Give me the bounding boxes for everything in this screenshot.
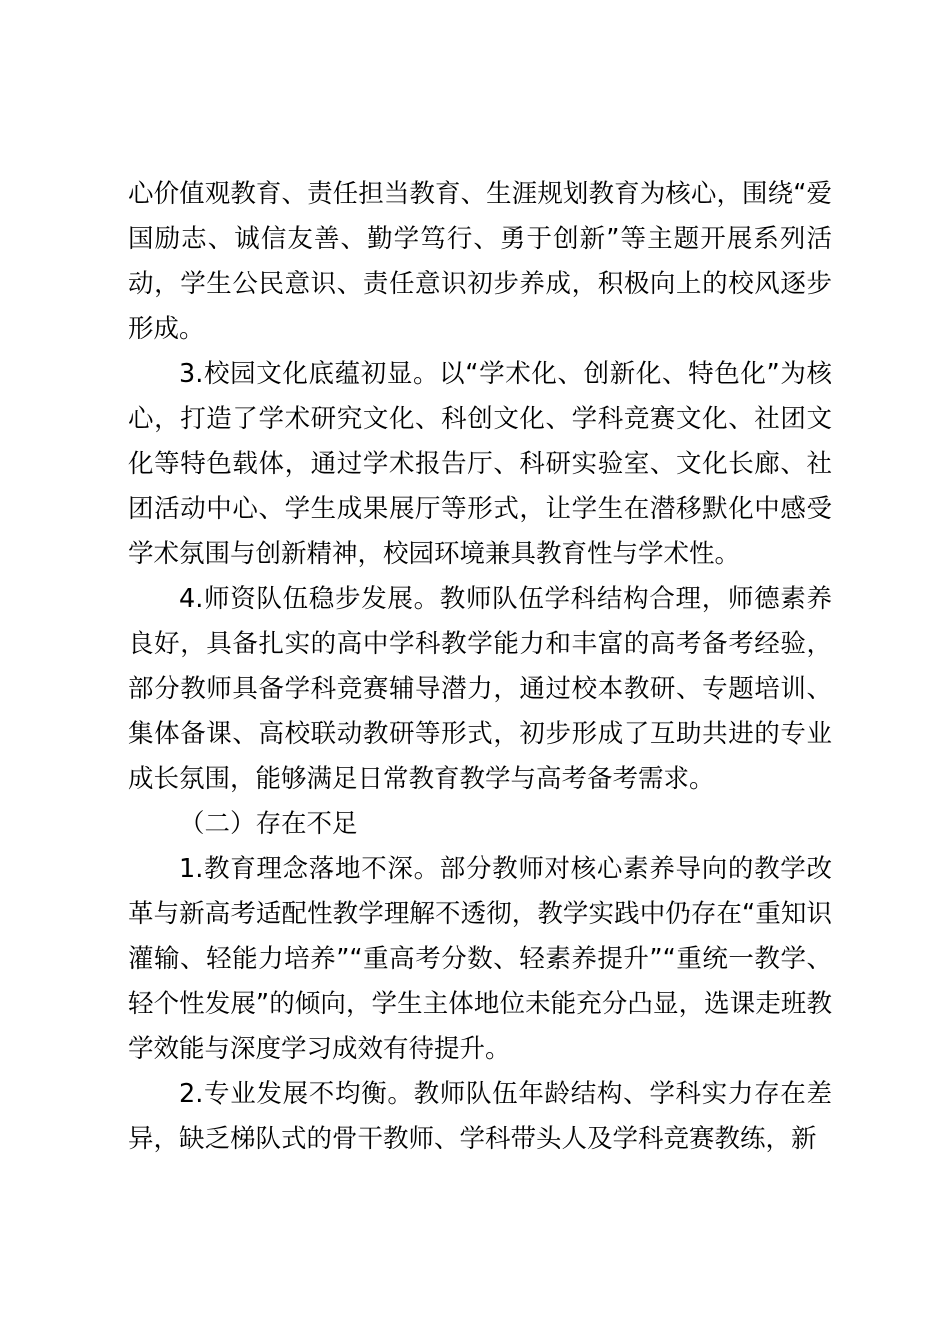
paragraph-education-concept: 1.教育理念落地不深。部分教师对核心素养导向的教学改革与新高考适配性教学理解不透彻，教学实践中仍存在“重知识灌输、轻能力培养”“重高考分数、轻素养提升”“重统一教学、轻个性发展”的倾向，学生主体地位未能充分凸显，选课走班教学效能与深度学习成效有待提升。 xyxy=(128,854,832,1064)
paragraph-professional-development: 2.专业发展不均衡。教师队伍年龄结构、学科实力存在差异，缺乏梯队式的骨干教师、学科带头人及学科竞赛教练，新 xyxy=(128,1079,832,1154)
section-heading-shortcomings: （二）存在不足 xyxy=(179,809,358,839)
paragraph-moral-education-continued: 心价值观教育、责任担当教育、生涯规划教育为核心，围绕“爱国励志、诚信友善、勤学笃行、勇于创新”等主题开展系列活动，学生公民意识、责任意识初步养成，积极向上的校风逐步形成。 xyxy=(128,179,832,344)
document-body xyxy=(128,172,832,1162)
paragraph-campus-culture: 3.校园文化底蕴初显。以“学术化、创新化、特色化”为核心，打造了学术研究文化、科创文化、学科竞赛文化、社团文化等特色载体，通过学术报告厅、科研实验室、文化长廊、社团活动中心、学生成果展厅等形式，让学生在潜移默化中感受学术氛围与创新精神，校园环境兼具教育性与学术性。 xyxy=(128,359,832,569)
paragraph-teaching-staff: 4.师资队伍稳步发展。教师队伍学科结构合理，师德素养良好，具备扎实的高中学科教学能力和丰富的高考备考经验，部分教师具备学科竞赛辅导潜力，通过校本教研、专题培训、集体备课、高校联动教研等形式，初步形成了互助共进的专业成长氛围，能够满足日常教育教学与高考备考需求。 xyxy=(128,584,832,794)
